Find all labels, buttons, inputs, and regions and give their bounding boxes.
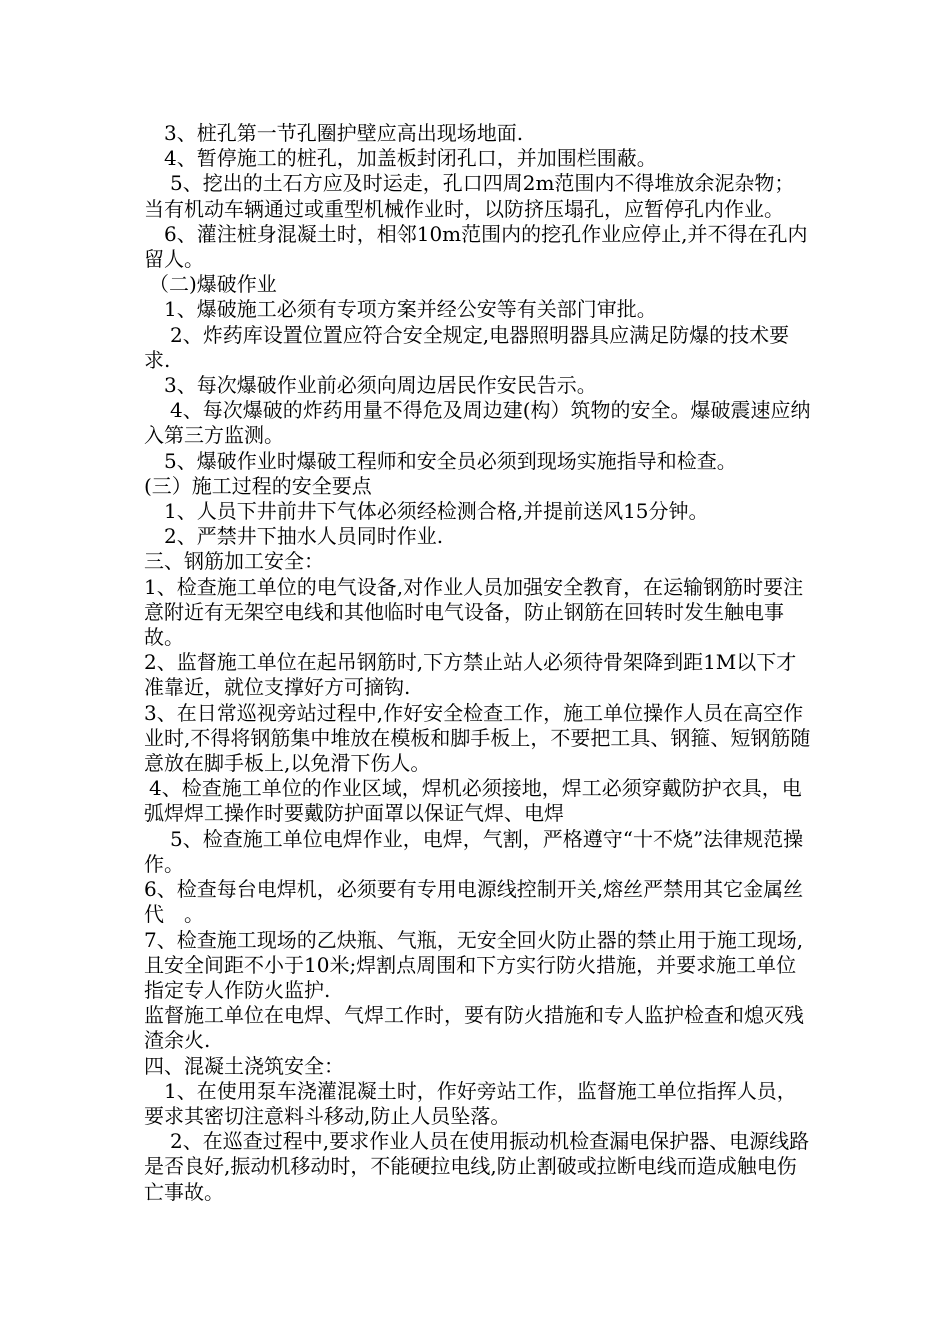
paragraph: 2、炸药库设置位置应符合安全规定,电器照明器具应满足防爆的技术要求. [144,322,790,372]
paragraph: 2、监督施工单位在起吊钢筋时,下方禁止站人必须待骨架降到距1M以下才准靠近，就位支撑好方可摘钩. [144,650,797,700]
section-heading: (三）施工过程的安全要点 [144,473,372,498]
paragraph: 6、灌注桩身混凝土时，相邻10m范围内的挖孔作业应停止,并不得在孔内留人。 [144,221,808,272]
paragraph: 监督施工单位在电焊、气焊工作时，要有防火措施和专人监护检查和熄灭残渣余火. [144,1003,804,1053]
paragraph: 5、爆破作业时爆破工程师和安全员必须到现场实施指导和检查。 [164,448,737,473]
paragraph: 2、严禁井下抽水人员同时作业. [164,524,444,549]
paragraph: 4、每次爆破的炸药用量不得危及周边建(构）筑物的安全。爆破震速应纳入第三方监测。 [144,398,811,448]
paragraph: 3、每次爆破作业前必须向周边居民作安民告示。 [164,373,597,398]
paragraph: 6、检查每台电焊机，必须要有专用电源线控制开关,熔丝严禁用其它金属丝代 。 [144,877,804,927]
paragraph: 7、检查施工现场的乙炔瓶、气瓶，无安全回火防止器的禁止用于施工现场,且安全间距不小于10米;焊割点周围和下方实行防火措施，并要求施工单位指定专人作防火监护. [144,927,804,1002]
paragraph: 4、暂停施工的桩孔，加盖板封闭孔口，并加围栏围蔽。 [164,146,657,171]
paragraph: 1、人员下井前井下气体必须经检测合格,并提前送风15分钟。 [164,499,709,524]
section-heading: 三、钢筋加工安全： [144,549,324,574]
section-heading: （二)爆破作业 [149,272,277,297]
section-heading: 四、混凝土浇筑安全： [144,1053,344,1078]
document-page [144,121,814,1205]
paragraph: 1、检查施工单位的电气设备,对作业人员加强安全教育，在运输钢筋时要注意附近有无架空电线和其他临时电气设备，防止钢筋在回转时发生触电事故。 [144,574,804,650]
paragraph: 3、在日常巡视旁站过程中,作好安全检查工作，施工单位操作人员在高空作业时,不得将钢筋集中堆放在模板和脚手板上，不要把工具、钢箍、短钢筋随意放在脚手板上,以免滑下伤人。 [144,700,811,776]
paragraph: 1、爆破施工必须有专项方案并经公安等有关部门审批。 [164,297,657,322]
paragraph: 3、桩孔第一节孔圈护壁应高出现场地面. [164,121,524,145]
paragraph: 1、在使用泵车浇灌混凝土时，作好旁站工作，监督施工单位指挥人员，要求其密切注意料斗移动,防止人员坠落。 [144,1078,797,1128]
paragraph: 5、挖出的土石方应及时运走，孔口四周2m范围内不得堆放余泥杂物；当有机动车辆通过或重型机械作业时，以防挤压塌孔，应暂停孔内作业。 [144,171,795,221]
paragraph: 4、检查施工单位的作业区域，焊机必须接地，焊工必须穿戴防护衣具，电弧焊焊工操作时要戴防护面罩以保证气焊、电焊 [144,776,802,826]
paragraph: 2、在巡查过程中,要求作业人员在使用振动机检查漏电保护器、电源线路是否良好,振动机移动时，不能硬拉电线,防止割破或拉断电线而造成触电伤亡事故。 [144,1129,810,1204]
paragraph: 5、检查施工单位电焊作业，电焊，气割，严格遵守“十不烧”法律规范操作。 [144,826,804,876]
